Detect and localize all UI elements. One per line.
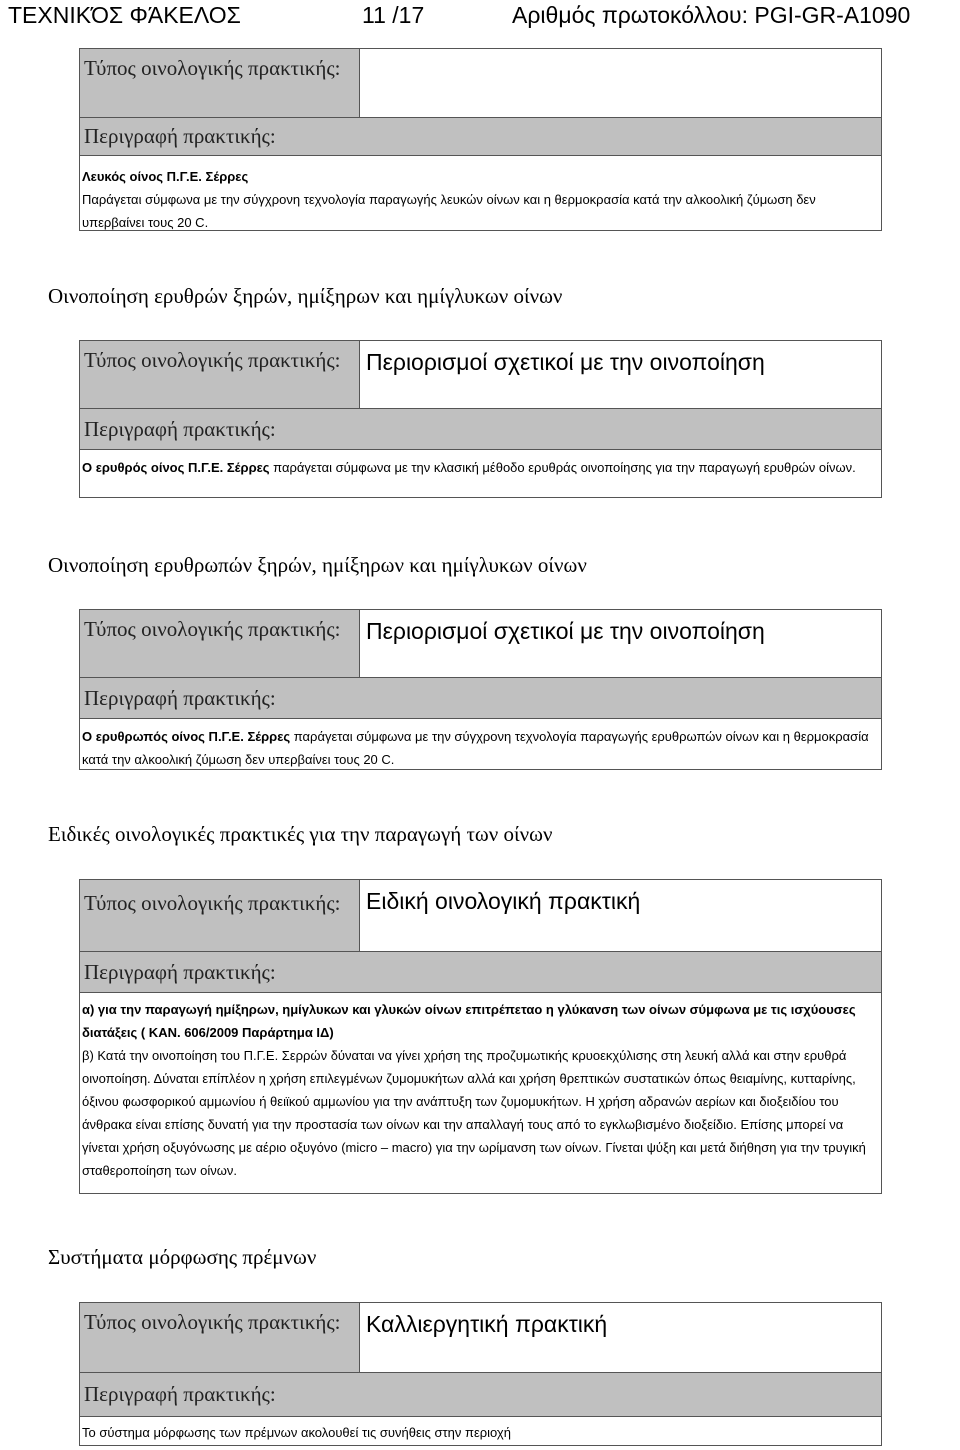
practice-description-label: Περιγραφή πρακτικής:: [80, 409, 881, 450]
practice-type-value: Καλλιεργητική πρακτική: [366, 1311, 608, 1337]
practice-type-row: [80, 1303, 881, 1373]
document-title: ΤΕΧΝΙΚΌΣ ΦΆΚΕΛΟΣ: [8, 2, 241, 28]
practice-type-value: Περιορισμοί σχετικοί με την οινοποίηση: [366, 349, 765, 375]
practice-description-text: [80, 719, 881, 771]
section-heading-rose: Οινοποίηση ερυθρωπών ξηρών, ημίξηρων και ημίγλυκων οίνων: [48, 553, 587, 577]
description-body: παράγεται σύμφωνα με την σύγχρονη τεχνολογία παραγωγής ερυθρωπών οίνων και η θερμοκρασία κατά την αλκοολική ζύμωση δεν υπερβαίνει τους 20 C.: [82, 729, 869, 767]
special-practice-b: β) Κατά την οινοποίηση του Π.Γ.Ε. Σερρών δύναται να γίνει χρήση της προζυμωτικής κρυοεκχύλισης στη λευκή αλλά και στην ερυθρά οινοποίηση. Δύναται επίπλέον η χρήση επιλεγμένων ζυμομυκήτων αλλά και χρήση θρεπτικών συστατικών όπως θειαμίνης, κυτταρίνης, όξινου φωσφορικού αμμωνίου ή θειϊκού αμμωνίου για την ανάπτυξη των ζυμομυκήτων. Η χρήση αδρανών αερίων και διοξειδίου του άνθρακα είναι επίσης δυνατή για την προστασία των οίνων και την απαλλαγή τους από το εγκλωβισμένο διοξείδιο. Επίσης μπορεί να γίνεται χρήση οξυγόνωσης με αέριο οξυγόνο (micro – macro) για την ωρίμανση των οίνων. Γίνεται ψύξη και μετά διήθηση για την τρυγική σταθεροποίηση των οίνων.: [82, 1048, 866, 1178]
practice-type-label: Τύπος οινολογικής πρακτικής:: [80, 880, 360, 951]
page-header: [0, 0, 960, 34]
practice-box-special: [79, 879, 882, 1194]
wine-name: Ο ερυθρός οίνος Π.Γ.Ε. Σέρρες: [82, 460, 270, 475]
practice-box-rose-wine: [79, 609, 882, 770]
practice-type-label: Τύπος οινολογικής πρακτικής:: [80, 341, 360, 408]
practice-type-label: Τύπος οινολογικής πρακτικής:: [80, 1303, 360, 1372]
practice-description-label: Περιγραφή πρακτικής:: [80, 118, 881, 156]
practice-description-label: Περιγραφή πρακτικής:: [80, 678, 881, 719]
section-heading-special-practices: Ειδικές οινολογικές πρακτικές για την παραγωγή των οίνων: [48, 822, 553, 846]
practice-type-row: [80, 341, 881, 409]
special-practice-a: α) για την παραγωγή ημίξηρων, ημίγλυκων και γλυκών οίνων επιτρέπεταο η γλύκανση των οίνων σύμφωνα με τις ισχύουσες διατάξεις ( ΚΑΝ. 606/2009 Παράρτημα ΙΔ): [82, 1002, 856, 1040]
practice-description-text: [80, 156, 881, 234]
practice-type-row: [80, 880, 881, 952]
practice-type-label: Τύπος οινολογικής πρακτικής:: [80, 49, 360, 117]
wine-name: Ο ερυθρωπός οίνος Π.Γ.Ε. Σέρρες: [82, 729, 291, 744]
practice-description-text: [80, 450, 881, 479]
practice-box-training: [79, 1302, 882, 1446]
description-body: παράγεται σύμφωνα με την κλασική μέθοδο ερυθράς οινοποίησης για την παραγωγή ερυθρών οίνων.: [269, 460, 856, 475]
practice-description-label: Περιγραφή πρακτικής:: [80, 952, 881, 993]
page-number: 11 /17: [362, 2, 425, 28]
section-heading-training-systems: Συστήματα μόρφωσης πρέμνων: [48, 1245, 317, 1269]
practice-type-row: [80, 49, 881, 118]
description-body: Το σύστημα μόρφωσης των πρέμνων ακολουθεί τις συνήθεις στην περιοχή: [82, 1425, 511, 1440]
practice-type-label: Τύπος οινολογικής πρακτικής:: [80, 610, 360, 677]
description-body: Παράγεται σύμφωνα με την σύγχρονη τεχνολογία παραγωγής λευκών οίνων και η θερμοκρασία κατά την αλκοολική ζύμωση δεν υπερβαίνει τους 20 C.: [82, 192, 816, 230]
practice-type-value: Ειδική οινολογική πρακτική: [366, 888, 641, 914]
practice-box-red-wine: [79, 340, 882, 498]
practice-description-text: [80, 1417, 881, 1444]
practice-type-value: [360, 49, 881, 117]
section-heading-red: Οινοποίηση ερυθρών ξηρών, ημίξηρων και ημίγλυκων οίνων: [48, 284, 563, 308]
wine-name: Λευκός οίνος Π.Γ.Ε. Σέρρες: [82, 169, 249, 184]
practice-box-white-wine: [79, 48, 882, 231]
practice-description-text: [80, 993, 881, 1182]
protocol-number: Αριθμός πρωτοκόλλου: PGI-GR-A1090: [512, 2, 911, 28]
practice-type-value: Περιορισμοί σχετικοί με την οινοποίηση: [366, 618, 765, 644]
practice-type-row: [80, 610, 881, 678]
practice-description-label: Περιγραφή πρακτικής:: [80, 1373, 881, 1417]
